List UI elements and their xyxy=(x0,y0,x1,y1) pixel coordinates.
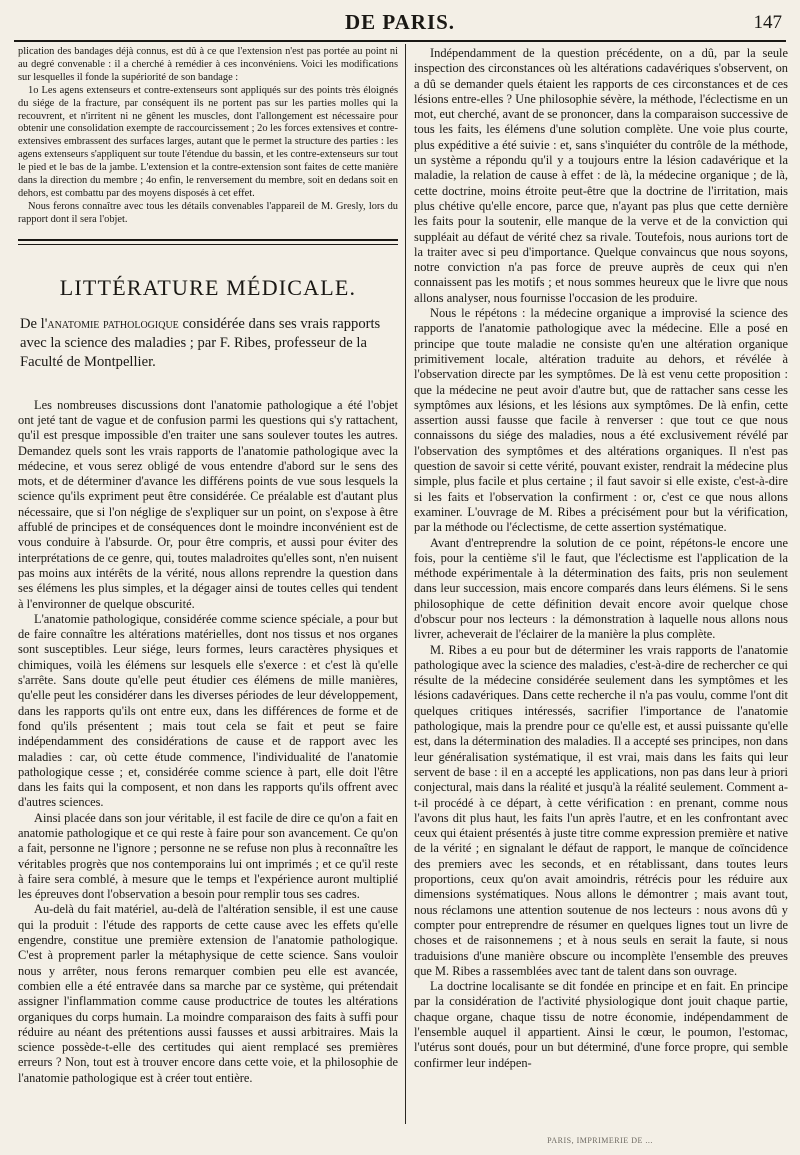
article-body-left xyxy=(18,398,398,1086)
section-separator xyxy=(18,239,398,245)
page-header xyxy=(14,10,786,38)
body-paragraph: Au-delà du fait matériel, au-delà de l'altération sensible, il est une cause qui la produit : l'étude des rapports de cette cause avec les effets qu'elle engendre, constitue une première extension de l'anatomie pathologique. C'est à proprement parler la métaphysique de cette science. Sans vouloir nous y arrêter, nous ferons remarquer combien peu elle est avancée, combien elle a été entravée dans sa marche par ce système, qui prétendait assigner l'inflammation comme cause productrice de toutes les altérations organiques du corps humain. La moindre comparaison des faits à suffi pour réduire au néant des prétentions aussi fausses et aussi arbitraires. Mais la science possède-t-elle des certitudes qui aient remplacé ses premières erreurs ? Non, tout est à trouver encore dans cette voie, et la philosophie de l'anatomie pathologique est à créer tout entière. xyxy=(18,902,398,1085)
subtitle-smallcaps: anatomie pathologique xyxy=(47,315,179,332)
body-paragraph: Nous le répétons : la médecine organique a improvisé la science des rapports de l'anatomie pathologique avec la médecine. Elle a posé en principe que toute maladie ne consiste qu'en une altération organique primitivement locale, altération traduite au dehors, et révélée à l'observation directe par les symptômes. De là est venu cette proposition : que la médecine ne peut avoir d'autre but, que de rattacher sans cesse les symptômes aux lésions, et les lésions aux symptômes. De là enfin, cette assertion aussi fausse que facile à renverser : que tout ce que nous connaissons du siége des maladies, nous a été exclusivement révélé par l'observation des symptômes et des altérations organiques. Il n'est pas question de savoir si cette vérité, pouvant exister, rendrait la médecine plus simple, plus facile et plus certaine ; il faut savoir si elle existe, c'est-à-dire si les faits et l'observation la confirment : or, c'est ce que nous allons examiner. L'ouvrage de M. Ribes a précisément pour but la vérification, par la méthode ou l'éclectisme, de cette assertion systématique. xyxy=(414,306,788,535)
body-paragraph: La doctrine localisante se dit fondée en principe et en fait. En principe par la considération de l'activité physiologique dont jouit chaque partie, chaque organe, chaque tissu de notre économie, indépendamment de l'ensemble auquel il appartient. Ainsi le cœur, le poumon, l'estomac, l'utérus sont doués, pour un but déterminé, d'une force propre, qui semble confirmer leur indépen- xyxy=(414,979,788,1070)
body-paragraph: Avant d'entreprendre la solution de ce point, répétons-le encore une fois, pour la centième s'il le faut, que l'éclectisme est l'application de la méthode expérimentale à la détermination des faits, pris non seulement dans leur succession, mais encore comparés dans leurs élémens. Si le sens philosophique de cette définition devait encore avoir quelque chose d'obscur pour nos lecteurs : la démonstration à laquelle nous allons nous livrer, acheverait de l'éclairer de la manière la plus complète. xyxy=(414,535,788,642)
bandage-report-continuation xyxy=(18,46,398,227)
column-divider xyxy=(405,44,406,1124)
body-paragraph: Indépendamment de la question précédente, on a dû, par la seule inspection des circonstances où les altérations cadavériques s'observent, on a dû se demander quels étaient les rapports de ces circonstances et de ces lésions entre-elles ? Une philosophie sévère, la méthode, l'éclectisme en un mot, eut cherché, avant de se prononcer, dans la comparaison successive de tous les faits, les élémens d'une solution complète. Une voie plus courte, plus expéditive a été suivie : et, sans s'inquiéter du contrôle de la méthode, un système a répondu qu'il y a toujours entre la lésion cadavérique et la maladie, la relation de cause à effet : de là, la médecine organique ; de là, cette doctrine, moins étroite peut-être que la doctrine de l'irritation, mais plus chétive qu'elle encore, parce que, n'ayant pas plus que cette dernière les faits pour la soutenir, elle manque de la verve et de la conviction qui suppléait au défaut de vérité chez sa rivale. Toutefois, nous aurions tort de la traiter avec si peu d'importance. Quelque convaincus que nous soyons, notre conviction n'a pas force de preuve auprès de ceux qui n'en connaissent pas les motifs ; et nous sommes heureux que le livre que nous allons analyser, nous fournisse l'occasion de les produire. xyxy=(414,46,788,305)
right-column xyxy=(414,46,788,1071)
intro-paragraph: plication des bandages déjà connus, est dû à ce que l'extension n'est pas portée au point ni au degré convenable : il a cherché à remédier à ces inconvéniens. Voici les modifications sur lesquelles il fonde la supériorité de son bandage : xyxy=(18,46,398,83)
printer-footer: PARIS, IMPRIMERIE DE ... xyxy=(547,1136,653,1145)
intro-paragraph: Nous ferons connaître avec tous les détails convenables l'appareil de M. Gresly, lors du rapport dont il sera l'objet. xyxy=(18,200,398,225)
body-paragraph: L'anatomie pathologique, considérée comme science spéciale, a pour but de faire connaître les altérations matérielles, dont nos tissus et nos organes sont susceptibles. Leur siége, leurs formes, leurs caractères physiques et chimiques, voilà les élémens sur lesquels elle s'exerce : et c'est là qu'elle s'arrête. Sans doute qu'elle peut étudier ces élémens de mille manières, qu'elle peut les considérer dans les diverses périodes de leur développement, dans les rapports qu'ils ont entre eux, dans les différences de forme et de fond qu'ils présentent ; mais tout cela se fait et peut se faire indépendamment des considérations de cause et de rapport avec les maladies : car, où cette étude commence, l'individualité de l'anatomie pathologique cesse ; et, considérée comme science à part, elle doit l'être dans les faits qui la composent, et non dans les rapports qu'ils offrent avec d'autres sciences. xyxy=(18,611,398,810)
subtitle-rest: considérée dans ses vrais rapports avec la science des maladies ; par F. Ribes, professeur de la Faculté de Montpellier. xyxy=(20,315,381,370)
page-number: 147 xyxy=(753,12,782,33)
article-subtitle xyxy=(18,315,398,372)
body-paragraph: Les nombreuses discussions dont l'anatomie pathologique a été l'objet ont jeté tant de vague et de confusion parmi les questions qui s'y rattachent, qu'il est presque impossible d'en traiter une sans soulever toutes les autres. Demandez quels sont les vrais rapports de l'anatomie pathologique avec la médecine, et vous serez obligé de vous entendre d'abord sur le sens des mots, et de déterminer d'avance les différens points de vue sous lesquels la science qu'ils expriment peut être considérée. Ce préalable est d'autant plus nécessaire, que si l'on néglige de s'expliquer sur un point, on s'expose à être affublé de principes et de conséquences dont le moindre inconvénient est de vous conduire à l'absurde. Or, pour être compris, et aussi pour éviter des interprétations de ce genre, qui, toutes maladroites qu'elles sont, n'en nuisent pas moins aux intérêts de la vérité, nous allons reprendre la question dans ses élémens les plus simples, et la dégager ainsi de toutes celles qui tendent à l'environner de quelque obscurité. xyxy=(18,397,398,611)
body-paragraph: Ainsi placée dans son jour véritable, il est facile de dire ce qu'on a fait en anatomie pathologique et ce qui reste à faire pour son avancement. Ce qu'on a fait, personne ne l'ignore ; personne ne se refuse non plus à reconnaître les véritables progrès que nos contemporains lui ont imprimés ; et ce qu'il reste à faire sera comblé, à mesure que le temps et l'expérience auront multiplié les épreuves dont l'observation a besoin pour remplir tous ses cadres. xyxy=(18,810,398,902)
body-paragraph: M. Ribes a eu pour but de déterminer les vrais rapports de l'anatomie pathologique avec la science des maladies, c'est-à-dire de rechercher ce qui résulte de la médecine considérée seulement dans les symptômes et les lésions cadavériques. Dans cette recherche il n'a pas voulu, comme l'ont dit quelques critiques intéressés, sacrifier l'importance de l'anatomie pathologique, mais la prendre pour ce qu'elle est, et aussi puissante qu'elle est, dans la détermination des maladies. Il a accepté ses principes, non dans leur généralisation systématique, il est vrai, mais dans les faits qui leur servent de base : il en a accepté les applications, non pas dans leur à priori conjectural, mais dans la réalité et jusqu'à la réalité seulement. Comment a-t-il procédé à ce départ, à cette vérification : en prenant, comme nous l'avons dit plus haut, les faits l'un après l'autre, et en les confrontant avec ceux qui étaient présentés à juste titre comme expression première et native de la vérité ; en signalant le défaut de rapport, le manque de coïncidence des premiers avec les seconds, et en rétablissant, dans toutes leurs proportions, ceux qu'on avait amoindris, rétrécis pour les réduire aux dimensions systématiques. Nous allons le démontrer ; mais avant tout, nous réclamons une attention soutenue de nos lecteurs : nous avons dû y compter pour entreprendre de résumer en quelques lignes tout un livre de choses et de raisonnemens ; et à nous seuls en serait la faute, si nous traduisions d'une manière obscure ou incomplète l'ensemble des preuves que M. Ribes a rassemblées avec tant de talent dans son ouvrage. xyxy=(414,642,788,978)
intro-paragraph: 1o Les agens extenseurs et contre-extenseurs sont appliqués sur des points très éloignés du siége de la fracture, par conséquent ils ne portent pas sur les parties molles qui la recouvrent, et n'irritent ni ne gênent les muscles, dont l'allongement est nécessaire pour obtenir une consolidation exempte de raccourcissement ; 2o les forces extensives et contre-extensives embrassent des surfaces larges, autant que le permet la structure des parties : les agens extenseurs s'appliquent sur toute l'étendue du bassin, et les contre-extenseurs sur tout le pied et le bas de la jambe. L'extension et la contre-extension sont faites de cette manière dans la direction du membre ; 4o enfin, le renversement du membre, soit en dedans soit en dehors, est combattu par des moyens disposés à cet effet. xyxy=(18,84,398,199)
subtitle-lead: De l' xyxy=(20,315,48,332)
left-column xyxy=(18,46,398,1086)
running-title: DE PARIS. xyxy=(344,10,456,34)
header-rule xyxy=(14,40,786,42)
section-title: LITTÉRATURE MÉDICALE. xyxy=(59,274,357,300)
